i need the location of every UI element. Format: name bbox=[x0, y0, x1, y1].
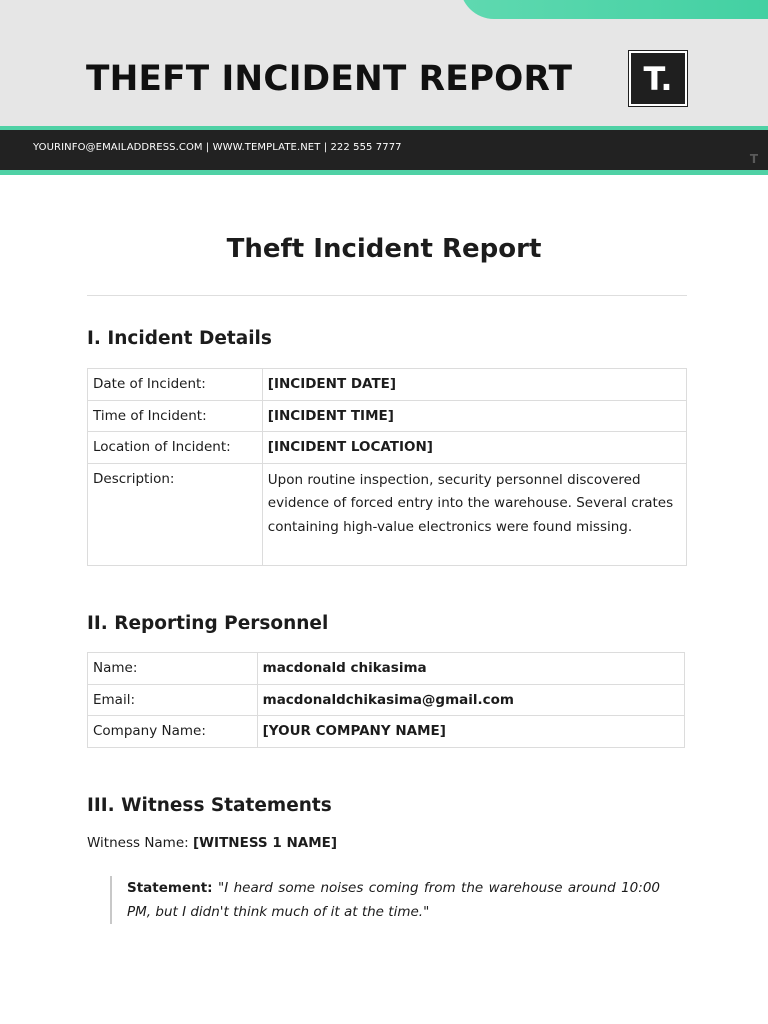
row-label: Location of Incident: bbox=[88, 432, 263, 464]
row-value: [INCIDENT LOCATION] bbox=[262, 432, 686, 464]
contact-info: YOURINFO@EMAILADDRESS.COM | WWW.TEMPLATE.NET | 222 555 7777 bbox=[33, 142, 402, 153]
row-label: Name: bbox=[88, 653, 258, 685]
row-label: Description: bbox=[88, 463, 263, 565]
reporting-personnel-table bbox=[87, 652, 685, 748]
title-divider bbox=[87, 295, 687, 296]
table-row bbox=[88, 432, 687, 464]
row-value: macdonaldchikasima@gmail.com bbox=[257, 684, 684, 716]
row-value: [INCIDENT TIME] bbox=[262, 400, 686, 432]
statement-label: Statement: bbox=[127, 880, 213, 896]
section-heading-incident-details: I. Incident Details bbox=[87, 328, 272, 349]
witness-statement-quote bbox=[110, 876, 660, 924]
table-row bbox=[88, 716, 685, 748]
witness-name-line bbox=[87, 835, 337, 851]
row-label: Date of Incident: bbox=[88, 369, 263, 401]
row-label: Company Name: bbox=[88, 716, 258, 748]
witness-name-label: Witness Name: bbox=[87, 835, 189, 851]
accent-line-bottom bbox=[0, 170, 768, 175]
row-value: [INCIDENT DATE] bbox=[262, 369, 686, 401]
row-label: Time of Incident: bbox=[88, 400, 263, 432]
header-accent-shape bbox=[460, 0, 768, 19]
witness-name-value: [WITNESS 1 NAME] bbox=[193, 835, 338, 851]
header-banner bbox=[0, 0, 768, 126]
description-value: Upon routine inspection, security personnel discovered evidence of forced entry into the warehouse. Several crates containing high-value electronics were found missing. bbox=[262, 463, 686, 565]
section-heading-witness-statements: III. Witness Statements bbox=[87, 795, 332, 816]
contact-bar bbox=[0, 130, 768, 170]
row-value: macdonald chikasima bbox=[257, 653, 684, 685]
statement-paragraph bbox=[127, 876, 660, 924]
table-row bbox=[88, 684, 685, 716]
row-label: Email: bbox=[88, 684, 258, 716]
header-title: THEFT INCIDENT REPORT bbox=[86, 59, 573, 99]
table-row bbox=[88, 400, 687, 432]
template-logo bbox=[629, 51, 687, 106]
table-row bbox=[88, 369, 687, 401]
table-row bbox=[88, 463, 687, 565]
logo-letter: T. bbox=[643, 59, 673, 98]
statement-text: "I heard some noises coming from the warehouse around 10:00 PM, but I didn't think much of it at the time." bbox=[127, 880, 660, 920]
row-value: [YOUR COMPANY NAME] bbox=[257, 716, 684, 748]
document-title: Theft Incident Report bbox=[226, 234, 542, 264]
section-heading-reporting-personnel: II. Reporting Personnel bbox=[87, 613, 329, 634]
incident-details-table bbox=[87, 368, 687, 566]
corner-watermark: T bbox=[749, 152, 758, 166]
table-row bbox=[88, 653, 685, 685]
